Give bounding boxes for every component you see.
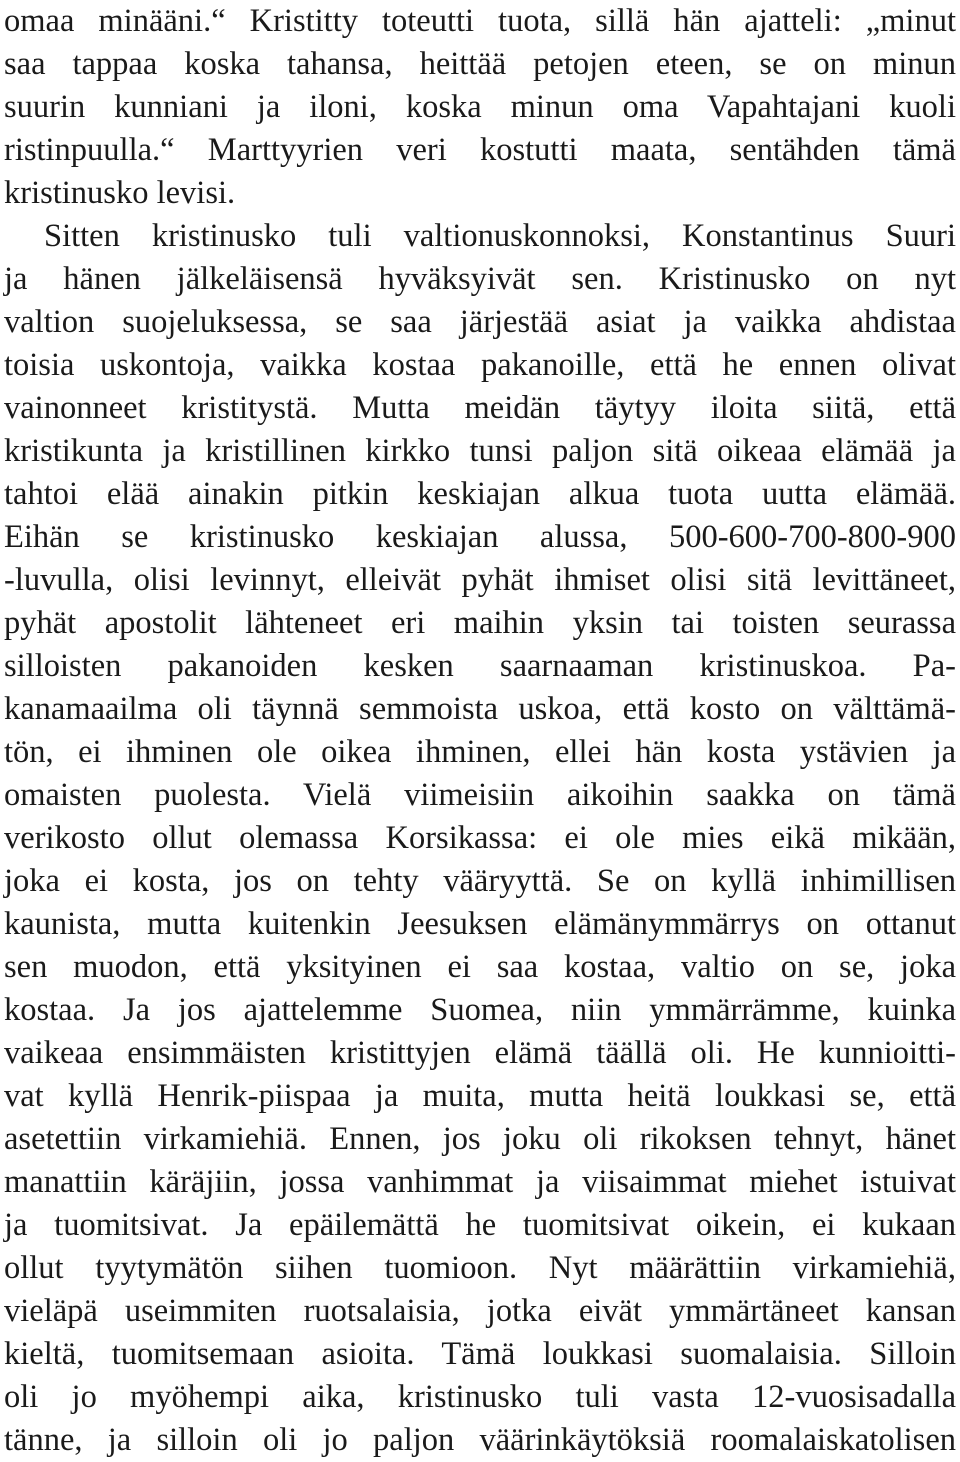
text-line: vat kyllä Henrik-piispaa ja muita, mutta heitä loukkasi se, että <box>4 1078 956 1114</box>
text-line: tön, ei ihminen ole oikea ihminen, ellei hän kosta ystävien ja <box>4 734 956 770</box>
text-line: saa tappaa koska tahansa, heittää petojen eteen, se on minun <box>4 46 956 82</box>
text-line: kristikunta ja kristillinen kirkko tunsi paljon sitä oikeaa elämää ja <box>4 433 956 469</box>
text-line: manattiin käräjiin, jossa vanhimmat ja viisaimmat miehet istuivat <box>4 1164 956 1200</box>
text-line: ristinpuulla.“ Marttyyrien veri kostutti maata, sentähden tämä <box>4 132 956 168</box>
text-line: valtion suojeluksessa, se saa järjestää asiat ja vaikka ahdistaa <box>4 304 956 340</box>
text-line: oli jo myöhempi aika, kristinusko tuli vasta 12-vuosisadalla <box>4 1379 956 1415</box>
text-line: silloisten pakanoiden kesken saarnaaman kristinuskoa. Pa- <box>4 648 956 684</box>
text-line: Eihän se kristinusko keskiajan alussa, 500-600-700-800-900 <box>4 519 956 555</box>
text-line: tahtoi elää ainakin pitkin keskiajan alkua tuota uutta elämää. <box>4 476 956 512</box>
text-line: pyhät apostolit lähteneet eri maihin yksin tai toisten seurassa <box>4 605 956 641</box>
text-line: kaunista, mutta kuitenkin Jeesuksen elämänymmärrys on ottanut <box>4 906 956 942</box>
text-line: omaisten puolesta. Vielä viimeisiin aikoihin saakka on tämä <box>4 777 956 813</box>
text-line: kanamaailma oli täynnä semmoista uskoa, että kosto on välttämä- <box>4 691 956 727</box>
text-line: ja hänen jälkeläisensä hyväksyivät sen. Kristinusko on nyt <box>4 261 956 297</box>
text-line: kristinusko levisi. <box>4 175 236 211</box>
text-line: kieltä, tuomitsemaan asioita. Tämä loukkasi suomalaisia. Silloin <box>4 1336 956 1372</box>
text-line: vainonneet kristitystä. Mutta meidän täytyy iloita siitä, että <box>4 390 956 426</box>
text-line: asetettiin virkamiehiä. Ennen, jos joku oli rikoksen tehnyt, hänet <box>4 1121 956 1157</box>
text-line: suurin kunniani ja iloni, koska minun oma Vapahtajani kuoli <box>4 89 956 125</box>
text-line: kostaa. Ja jos ajattelemme Suomea, niin ymmärrämme, kuinka <box>4 992 956 1028</box>
text-line: vaikeaa ensimmäisten kristittyjen elämä täällä oli. He kunnioitti- <box>4 1035 956 1071</box>
text-line: omaa minääni.“ Kristitty toteutti tuota, sillä hän ajatteli: „minut <box>4 3 956 39</box>
text-line: -luvulla, olisi levinnyt, elleivät pyhät ihmiset olisi sitä levittäneet, <box>4 562 956 598</box>
text-line: ollut tyytymätön siihen tuomioon. Nyt määrättiin virkamiehiä, <box>4 1250 956 1286</box>
text-line: toisia uskontoja, vaikka kostaa pakanoille, että he ennen olivat <box>4 347 956 383</box>
text-line: vieläpä useimmiten ruotsalaisia, jotka eivät ymmärtäneet kansan <box>4 1293 956 1329</box>
text-line: tänne, ja silloin oli jo paljon väärinkäytöksiä roomalaiskatolisen <box>4 1422 956 1458</box>
text-line: Sitten kristinusko tuli valtionuskonnoksi, Konstantinus Suuri <box>44 218 956 254</box>
text-line: ja tuomitsivat. Ja epäilemättä he tuomitsivat oikein, ei kukaan <box>4 1207 956 1243</box>
text-line: joka ei kosta, jos on tehty vääryyttä. Se on kyllä inhimillisen <box>4 863 956 899</box>
document-page <box>4 0 956 1462</box>
text-line: sen muodon, että yksityinen ei saa kostaa, valtio on se, joka <box>4 949 956 985</box>
text-line: verikosto ollut olemassa Korsikassa: ei ole mies eikä mikään, <box>4 820 956 856</box>
